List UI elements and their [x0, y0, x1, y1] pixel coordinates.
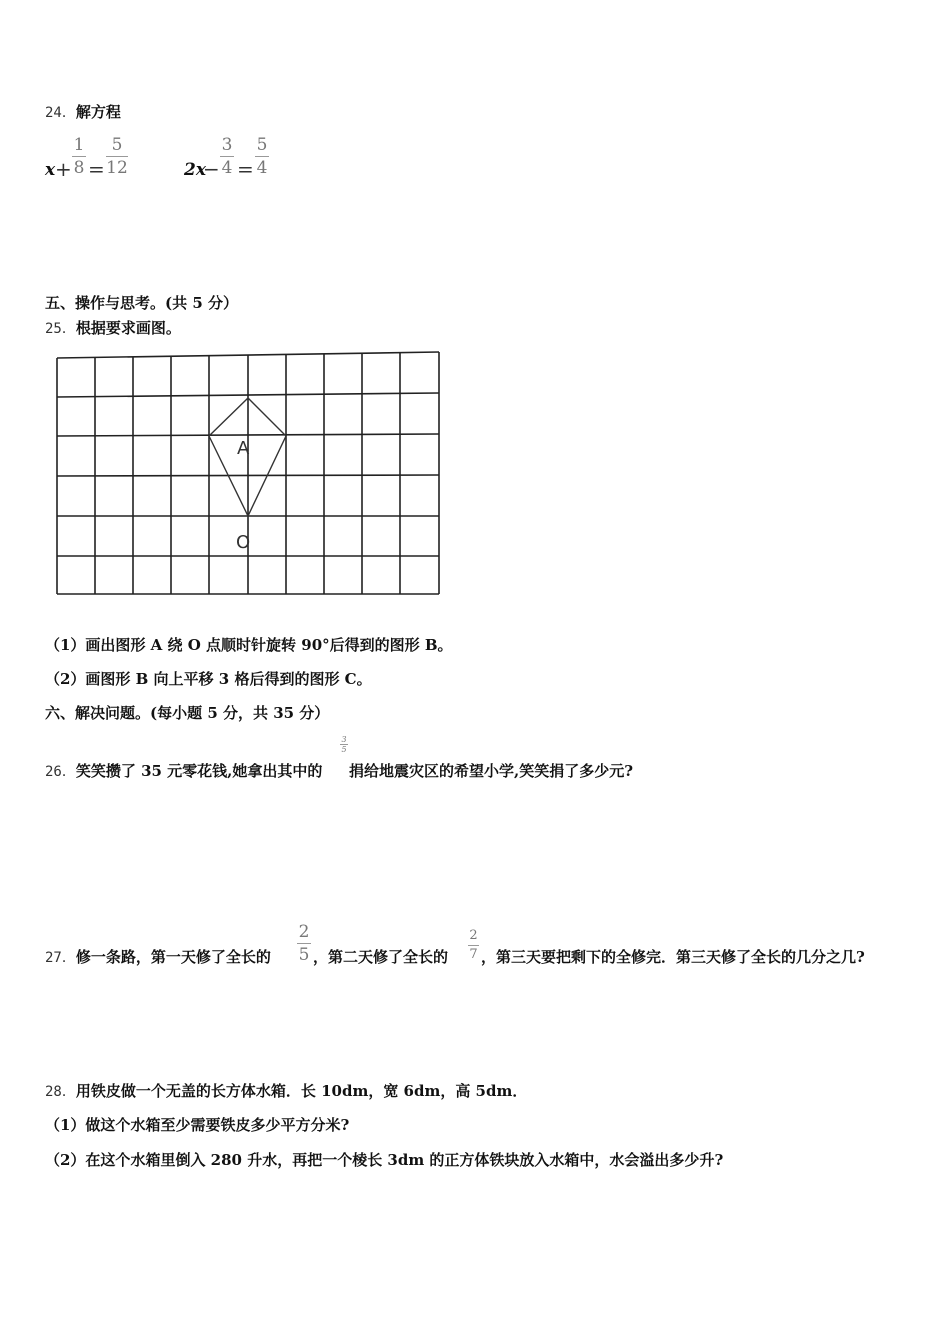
q27-text-2: ，第二天修了全长的 [313, 948, 449, 966]
q28-text: 用铁皮做一个无盖的长方体水箱．长 10dm，宽 6dm，高 5dm． [75, 1082, 528, 1100]
eq1-fraction-1 [72, 135, 86, 178]
q27-question-part-1 [45, 947, 271, 968]
q24-heading [45, 102, 121, 123]
q25-part-1: （1）画出图形 A 绕 O 点顺时针旋转 90°后得到的图形 B。 [45, 636, 453, 654]
q27-number: 27． [45, 950, 76, 966]
label-a: A [237, 438, 250, 459]
grid-figure [52, 348, 452, 604]
q25-part-2: （2）画图形 B 向上平移 3 格后得到的图形 C。 [45, 670, 372, 688]
q26-number: 26． [45, 764, 76, 780]
eq2-equals: = [237, 157, 254, 181]
fraction-bar [255, 156, 269, 157]
eq1-plus: + [55, 157, 72, 181]
q26-fraction [340, 735, 348, 754]
q24-title: 解方程 [75, 103, 121, 121]
q26-frac-numerator: 3 [341, 735, 347, 744]
q27-fraction-1 [297, 922, 311, 965]
eq1-var: x [45, 160, 56, 180]
q28-question [45, 1081, 527, 1102]
q26-frac-denominator: 5 [341, 745, 347, 754]
q26-text-after: 捐给地震灾区的希望小学,笑笑捐了多少元? [349, 762, 634, 780]
q25-heading [45, 318, 181, 339]
fraction-bar [72, 156, 86, 157]
q27-f1-numerator: 2 [298, 922, 310, 942]
q27-f2-denominator: 7 [469, 947, 478, 962]
eq1-f2-numerator: 5 [111, 135, 123, 155]
q27-fraction-2 [468, 928, 479, 963]
q27-f2-numerator: 2 [469, 928, 478, 943]
label-o: O [236, 532, 251, 553]
q26-text-before: 笑笑攒了 35 元零花钱,她拿出其中的 [75, 762, 323, 780]
eq2-coef: 2x [184, 160, 206, 180]
eq2-f1-numerator: 3 [221, 135, 233, 155]
section-6-title: 六、解决问题。(每小题 5 分，共 35 分） [45, 704, 330, 722]
eq1-equals: = [88, 157, 105, 181]
fraction-bar [220, 156, 234, 157]
q28-part-1: （1）做这个水箱至少需要铁皮多少平方分米? [45, 1116, 350, 1134]
q27-text-3: ，第三天要把剩下的全修完．第三天修了全长的几分之几? [481, 948, 865, 966]
q25-number: 25． [45, 321, 76, 337]
section-5-title: 五、操作与思考。(共 5 分） [45, 294, 238, 312]
eq2-f2-denominator: 4 [256, 158, 268, 178]
eq1-fraction-2 [106, 135, 128, 178]
eq2-fraction-1 [220, 135, 234, 178]
fraction-bar [106, 156, 128, 157]
q25-title: 根据要求画图。 [75, 319, 181, 337]
fraction-bar [468, 945, 479, 946]
eq1-f1-numerator: 1 [73, 135, 85, 155]
q28-part-2: （2）在这个水箱里倒入 280 升水，再把一个棱长 3dm 的正方体铁块放入水箱中，水会溢出多少升? [45, 1151, 724, 1169]
eq2-fraction-2 [255, 135, 269, 178]
grid-lines [57, 352, 439, 594]
eq1-f2-denominator: 12 [106, 158, 128, 178]
fraction-bar [297, 943, 311, 944]
eq2-f2-numerator: 5 [256, 135, 268, 155]
eq1-f1-denominator: 8 [73, 158, 85, 178]
q27-f1-denominator: 5 [298, 945, 310, 965]
q26-question [45, 761, 322, 782]
q28-number: 28． [45, 1084, 76, 1100]
q27-text-1: 修一条路，第一天修了全长的 [75, 948, 271, 966]
eq2-minus: − [203, 157, 220, 181]
eq2-f1-denominator: 4 [221, 158, 233, 178]
q24-number: 24． [45, 105, 76, 121]
